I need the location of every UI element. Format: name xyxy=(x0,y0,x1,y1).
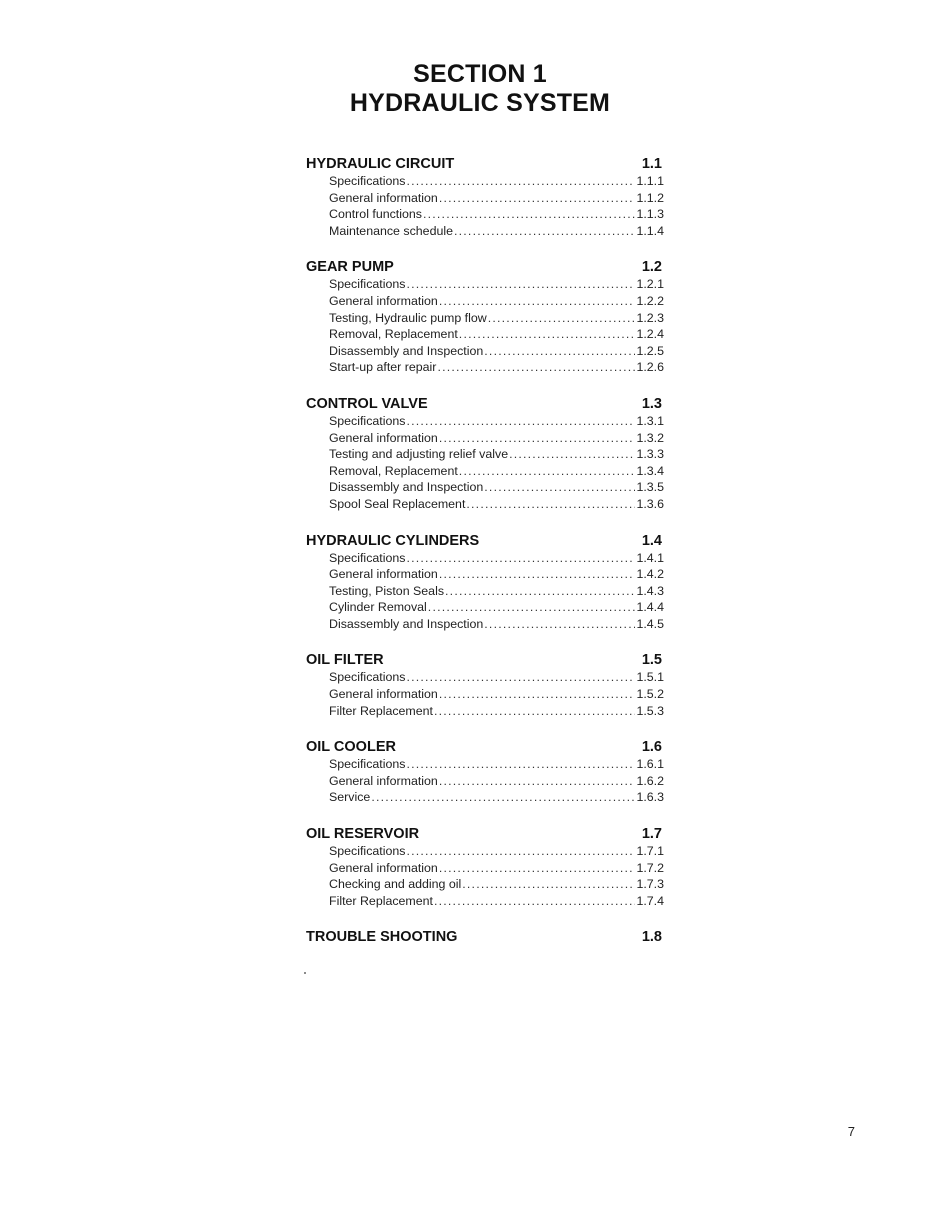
toc-entry xyxy=(329,669,664,686)
section-heading xyxy=(0,60,935,118)
dot-leader xyxy=(406,843,635,860)
toc-entry xyxy=(329,326,664,343)
table-of-contents xyxy=(306,155,664,965)
dot-leader xyxy=(406,669,635,686)
toc-entry xyxy=(329,756,664,773)
toc-entry xyxy=(329,616,664,633)
toc-section-title: OIL FILTER xyxy=(306,652,384,669)
dot-leader xyxy=(434,703,635,720)
section-number-title: SECTION 1 xyxy=(413,60,547,88)
dot-leader xyxy=(454,223,635,240)
toc-entry-page: 1.5.3 xyxy=(636,703,664,718)
toc-section-title: HYDRAULIC CIRCUIT xyxy=(306,156,455,172)
toc-entry-label: Disassembly and Inspection xyxy=(329,616,484,631)
toc-section xyxy=(306,258,664,376)
toc-entry xyxy=(329,876,664,893)
dot-leader xyxy=(406,756,635,773)
toc-entry-label: General information xyxy=(329,567,438,582)
toc-entry-label: General information xyxy=(329,773,438,788)
toc-entry xyxy=(329,479,664,496)
toc-entry xyxy=(329,173,664,190)
toc-entry-label: Filter Replacement xyxy=(329,703,433,718)
toc-section xyxy=(306,738,664,806)
toc-section-number: 1.1 xyxy=(641,156,662,172)
toc-section xyxy=(306,928,664,946)
toc-entry-page: 1.4.5 xyxy=(636,616,664,631)
toc-entry-page: 1.3.2 xyxy=(636,430,664,445)
toc-section-number: 1.7 xyxy=(641,826,662,843)
toc-entry xyxy=(329,686,664,703)
toc-entry-page: 1.3.3 xyxy=(636,447,664,462)
toc-entry xyxy=(329,496,664,513)
dot-leader xyxy=(484,616,635,633)
toc-entry-page: 1.6.2 xyxy=(636,773,664,788)
toc-section-heading xyxy=(306,532,664,550)
toc-entry-label: Testing, Piston Seals xyxy=(329,583,445,598)
toc-entry-label: Specifications xyxy=(329,174,406,188)
toc-entry-page: 1.7.2 xyxy=(636,860,664,875)
toc-section-title: OIL RESERVOIR xyxy=(306,826,420,843)
toc-entry-label: Filter Replacement xyxy=(329,893,433,908)
toc-entry-page: 1.3.4 xyxy=(636,463,664,478)
toc-entry-page: 1.2.4 xyxy=(636,327,664,342)
dot-leader xyxy=(439,293,636,310)
toc-entry-label: General information xyxy=(329,293,438,308)
toc-section-number: 1.2 xyxy=(641,259,662,276)
toc-entry-label: Specifications xyxy=(329,844,406,859)
toc-section xyxy=(306,155,664,239)
toc-entry xyxy=(329,359,664,376)
toc-entry-page: 1.3.5 xyxy=(636,480,664,495)
toc-entry-page: 1.5.2 xyxy=(636,687,664,702)
toc-section-number: 1.6 xyxy=(641,739,662,756)
toc-section-heading xyxy=(306,738,664,756)
toc-entry xyxy=(329,413,664,430)
toc-entry-label: General information xyxy=(329,860,438,875)
toc-entry xyxy=(329,599,664,616)
toc-section-heading xyxy=(306,928,664,946)
dot-leader xyxy=(459,463,636,480)
toc-entry xyxy=(329,430,664,447)
toc-entry-label: Testing and adjusting relief valve xyxy=(329,447,509,462)
toc-entry xyxy=(329,566,664,583)
toc-entry-label: Specifications xyxy=(329,757,406,772)
toc-entry-page: 1.4.2 xyxy=(636,567,664,582)
toc-entry xyxy=(329,550,664,567)
toc-entry-label: General information xyxy=(329,190,438,205)
dot-leader xyxy=(445,583,635,600)
dot-leader xyxy=(484,479,635,496)
dot-leader xyxy=(439,686,636,703)
toc-entry xyxy=(329,446,664,463)
toc-entry xyxy=(329,223,664,240)
toc-entry-page: 1.2.3 xyxy=(636,310,664,325)
toc-entry-page: 1.2.6 xyxy=(636,360,664,375)
dot-leader xyxy=(434,893,635,910)
toc-entry-page: 1.1.1 xyxy=(636,174,664,188)
dot-leader xyxy=(439,190,636,207)
toc-section-title: HYDRAULIC CYLINDERS xyxy=(306,532,480,549)
toc-entry-label: Start-up after repair xyxy=(329,360,437,375)
toc-entry xyxy=(329,463,664,480)
toc-section xyxy=(306,651,664,719)
dot-leader xyxy=(439,430,636,447)
toc-section-number: 1.4 xyxy=(641,532,662,549)
toc-entry-page: 1.2.5 xyxy=(636,343,664,358)
toc-entry-page: 1.6.3 xyxy=(636,790,664,805)
toc-entry xyxy=(329,310,664,327)
toc-section-number: 1.5 xyxy=(641,652,662,669)
toc-entry-page: 1.4.3 xyxy=(636,583,664,598)
dot-leader xyxy=(439,773,636,790)
page-number: 7 xyxy=(847,1124,855,1139)
dot-leader xyxy=(459,326,636,343)
toc-entry xyxy=(329,893,664,910)
dot-leader xyxy=(466,496,635,513)
toc-entry-label: Removal, Replacement xyxy=(329,327,458,342)
toc-entry xyxy=(329,773,664,790)
toc-entry xyxy=(329,343,664,360)
toc-entry-label: Control functions xyxy=(329,207,422,222)
dot-leader xyxy=(428,599,636,616)
toc-entry-label: Specifications xyxy=(329,277,406,292)
toc-section-number: 1.3 xyxy=(641,395,662,412)
toc-entry-page: 1.7.4 xyxy=(636,893,664,908)
toc-entry xyxy=(329,843,664,860)
section-name-title: HYDRAULIC SYSTEM xyxy=(349,89,611,117)
dot-leader xyxy=(371,789,635,806)
toc-entry-page: 1.4.1 xyxy=(636,550,664,565)
toc-section xyxy=(306,825,664,909)
toc-entry-label: Testing, Hydraulic pump flow xyxy=(329,310,487,325)
dot-leader xyxy=(439,860,636,877)
toc-entry-page: 1.1.4 xyxy=(636,223,664,238)
toc-section-number: 1.8 xyxy=(641,929,662,946)
toc-entry-page: 1.7.3 xyxy=(636,877,664,892)
toc-section-title: CONTROL VALVE xyxy=(306,395,428,412)
toc-entry-page: 1.5.1 xyxy=(636,670,664,685)
toc-entry xyxy=(329,190,664,207)
toc-section-title: OIL COOLER xyxy=(306,739,396,756)
toc-section-heading xyxy=(306,651,664,669)
toc-entry-label: Specifications xyxy=(329,670,406,685)
toc-section xyxy=(306,395,664,513)
toc-entry-page: 1.7.1 xyxy=(636,844,664,859)
toc-entry xyxy=(329,860,664,877)
toc-entry-label: Service xyxy=(329,790,371,805)
dot-leader xyxy=(509,446,635,463)
toc-entry-page: 1.2.1 xyxy=(636,277,664,292)
toc-entry-label: Removal, Replacement xyxy=(329,463,458,478)
toc-section-heading xyxy=(306,825,664,843)
toc-section-heading xyxy=(306,155,664,173)
toc-entry-label: Maintenance schedule xyxy=(329,223,453,238)
toc-entry-page: 1.1.2 xyxy=(636,190,664,205)
toc-entry-page: 1.2.2 xyxy=(636,293,664,308)
toc-entry-label: Disassembly and Inspection xyxy=(329,343,484,358)
toc-entry-label: Spool Seal Replacement xyxy=(329,496,466,511)
toc-entry-label: Specifications xyxy=(329,413,406,428)
toc-section-title: TROUBLE SHOOTING xyxy=(306,929,458,946)
dot-leader xyxy=(423,206,635,223)
toc-entry-label: General information xyxy=(329,430,438,445)
toc-entry-page: 1.6.1 xyxy=(636,757,664,772)
toc-entry xyxy=(329,789,664,806)
toc-entry xyxy=(329,703,664,720)
scan-speck xyxy=(304,972,306,974)
toc-entry-label: Checking and adding oil xyxy=(329,877,462,892)
toc-entry xyxy=(329,276,664,293)
dot-leader xyxy=(484,343,635,360)
toc-section-heading xyxy=(306,258,664,276)
toc-entry-page: 1.4.4 xyxy=(636,600,664,615)
toc-section-heading xyxy=(306,395,664,413)
dot-leader xyxy=(437,359,635,376)
dot-leader xyxy=(406,276,635,293)
toc-section-title: GEAR PUMP xyxy=(306,259,394,276)
dot-leader xyxy=(462,876,635,893)
toc-entry-page: 1.1.3 xyxy=(636,207,664,222)
dot-leader xyxy=(406,550,635,567)
toc-entry-label: General information xyxy=(329,687,438,702)
dot-leader xyxy=(406,173,635,190)
toc-entry-page: 1.3.6 xyxy=(636,496,664,511)
toc-entry xyxy=(329,293,664,310)
toc-entry xyxy=(329,583,664,600)
toc-section xyxy=(306,532,664,633)
dot-leader xyxy=(406,413,635,430)
dot-leader xyxy=(439,566,636,583)
toc-entry-page: 1.3.1 xyxy=(636,413,664,428)
toc-entry xyxy=(329,206,664,223)
toc-entry-label: Disassembly and Inspection xyxy=(329,480,484,495)
toc-entry-label: Specifications xyxy=(329,550,406,565)
dot-leader xyxy=(488,310,636,327)
toc-entry-label: Cylinder Removal xyxy=(329,600,427,615)
